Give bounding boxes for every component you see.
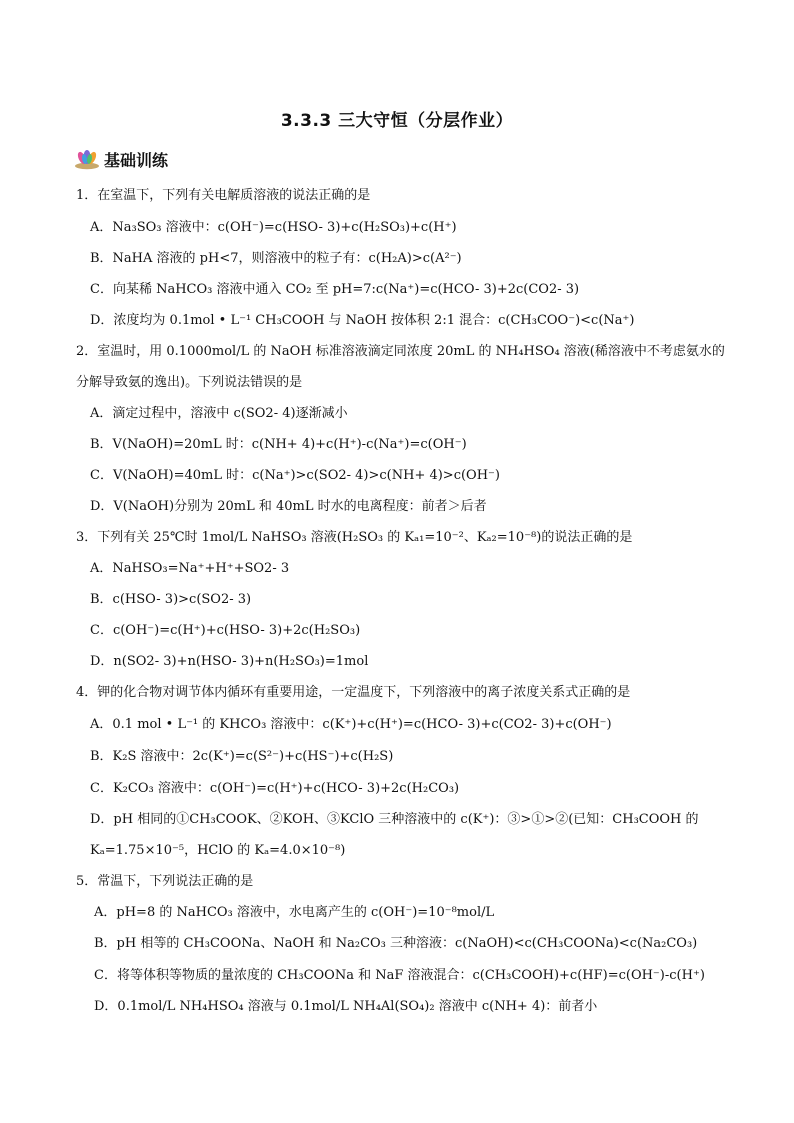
question-1-option-d: D．浓度均为 0.1mol • L⁻¹ CH₃COOH 与 NaOH 按体积 2:1 混合：c(CH₃COO⁻)<c(Na⁺): [90, 313, 635, 328]
section-heading: [74, 147, 168, 171]
question-4-stem: 4．钾的化合物对调节体内循环有重要用途，一定温度下，下列溶液中的离子浓度关系式正确的是: [76, 685, 631, 700]
question-5-option-b: B．pH 相等的 CH₃COONa、NaOH 和 Na₂CO₃ 三种溶液：c(NaOH)<c(CH₃COONa)<c(Na₂CO₃): [94, 936, 698, 951]
question-4-option-d: D．pH 相同的①CH₃COOK、②KOH、③KClO 三种溶液中的 c(K⁺)：③>①>②(已知：CH₃COOH 的: [90, 812, 699, 827]
question-3-option-b: B．c(HSO- 3)>c(SO2- 3): [90, 592, 252, 607]
section-title: 基础训练: [104, 150, 169, 170]
question-4-option-a: A．0.1 mol • L⁻¹ 的 KHCO₃ 溶液中：c(K⁺)+c(H⁺)=c(HCO- 3)+c(CO2- 3)+c(OH⁻): [90, 717, 612, 732]
question-5-option-c: C．将等体积等物质的量浓度的 CH₃COONa 和 NaF 溶液混合：c(CH₃COOH)+c(HF)=c(OH⁻)-c(H⁺): [94, 968, 705, 983]
question-5-option-d: D．0.1mol/L NH₄HSO₄ 溶液与 0.1mol/L NH₄Al(SO₄)₂ 溶液中 c(NH+ 4)：前者小: [94, 999, 598, 1014]
question-1-option-b: B．NaHA 溶液的 pH<7，则溶液中的粒子有：c(H₂A)>c(A²⁻): [90, 251, 462, 266]
question-2-option-d: D．V(NaOH)分别为 20mL 和 40mL 时水的电离程度：前者＞后者: [90, 499, 487, 514]
question-5-option-a: A．pH=8 的 NaHCO₃ 溶液中，水电离产生的 c(OH⁻)=10⁻⁸mol/L: [94, 905, 495, 920]
question-2-option-a: A．滴定过程中，溶液中 c(SO2- 4)逐渐减小: [90, 406, 348, 421]
question-4-option-b: B．K₂S 溶液中：2c(K⁺)=c(S²⁻)+c(HS⁻)+c(H₂S): [90, 749, 394, 764]
question-3-option-d: D．n(SO2- 3)+n(HSO- 3)+n(H₂SO₃)=1mol: [90, 654, 369, 669]
question-2-stem-continued: 分解导致氨的逸出)。下列说法错误的是: [76, 375, 303, 390]
question-1-stem: 1．在室温下，下列有关电解质溶液的说法正确的是: [76, 188, 371, 203]
question-2-stem: 2．室温时，用 0.1000mol/L 的 NaOH 标准溶液滴定同浓度 20mL 的 NH₄HSO₄ 溶液(稀溶液中不考虑氨水的: [76, 344, 725, 359]
flower-badge-icon: [74, 148, 100, 170]
question-3-stem: 3．下列有关 25℃时 1mol/L NaHSO₃ 溶液(H₂SO₃ 的 Kₐ₁=10⁻²、Kₐ₂=10⁻⁸)的说法正确的是: [76, 530, 633, 545]
question-3-option-a: A．NaHSO₃=Na⁺+H⁺+SO2- 3: [90, 561, 290, 576]
question-1-option-a: A．Na₃SO₃ 溶液中：c(OH⁻)=c(HSO- 3)+c(H₂SO₃)+c(H⁺): [90, 220, 457, 235]
question-5-stem: 5．常温下，下列说法正确的是: [76, 874, 254, 889]
question-4-option-d-continued: Kₐ=1.75×10⁻⁵，HClO 的 Kₐ=4.0×10⁻⁸): [90, 843, 346, 858]
question-2-option-b: B．V(NaOH)=20mL 时：c(NH+ 4)+c(H⁺)-c(Na⁺)=c(OH⁻): [90, 437, 467, 452]
question-4-option-c: C．K₂CO₃ 溶液中：c(OH⁻)=c(H⁺)+c(HCO- 3)+2c(H₂CO₃): [90, 781, 460, 796]
question-2-option-c: C．V(NaOH)=40mL 时：c(Na⁺)>c(SO2- 4)>c(NH+ 4)>c(OH⁻): [90, 468, 500, 483]
question-3-option-c: C．c(OH⁻)=c(H⁺)+c(HSO- 3)+2c(H₂SO₃): [90, 623, 361, 638]
question-1-option-c: C．向某稀 NaHCO₃ 溶液中通入 CO₂ 至 pH=7:c(Na⁺)=c(HCO- 3)+2c(CO2- 3): [90, 282, 580, 297]
page-title: 3.3.3 三大守恒（分层作业）: [280, 111, 514, 131]
